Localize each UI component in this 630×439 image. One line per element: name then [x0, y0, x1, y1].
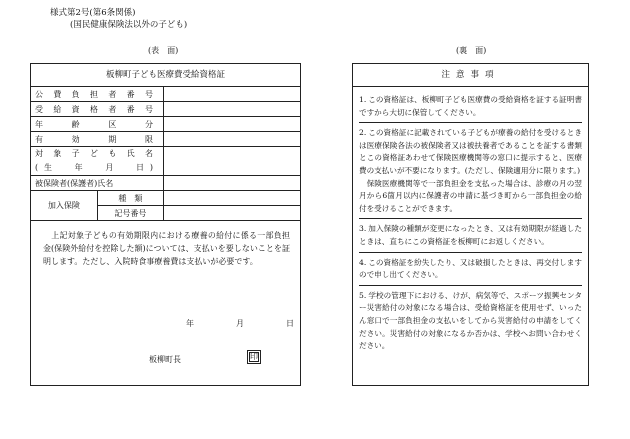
seal-stamp: 印 [247, 350, 261, 364]
field-value-recipient-number[interactable] [164, 102, 301, 117]
field-value-age-category[interactable] [164, 117, 301, 132]
note-item: 5. 学校の管理下における、けが、病気等で、スポーツ振興センター災害給付の対象になる場合は、受給資格証を使用せず、いったん窓口で一部負担金の支払いをしてから災害給付の申請をしてください。災害給付の対象になるか否かは、学校へお問い合わせください。 [359, 290, 582, 351]
table-row [31, 176, 300, 191]
date-day: 日 [286, 319, 294, 328]
insurance-symbol-label: 記号番号 [97, 206, 163, 221]
note-item: 1. この資格証は、板柳町子ども医療費の受給資格を証する証明書ですから大切に保管してください。 [359, 90, 582, 123]
notes-list [353, 87, 588, 356]
insurance-label: 加入保険 [31, 191, 97, 221]
field-value-guardian[interactable] [164, 176, 301, 191]
issuer-name: 板柳町長 [149, 355, 181, 364]
field-value-public-payer[interactable] [164, 87, 301, 102]
table-row [31, 147, 300, 176]
field-label-recipient-number: 受 給 資 格 者 番 号 [31, 102, 164, 117]
back-side-label: (裏 面) [456, 46, 487, 55]
note-item: 2. この資格証に記載されている子どもが療養の給付を受けるときは医療保険各法の被保険者又は被扶養者であることを証する書類とこの資格証あわせて保険医療機関等の窓口に提示すると、医療費の支払いが不要になります。(ただし、保険適用分に限ります。) 保険医療機関等で一部負担金を支払った場合は、診療の月の翌月から6箇月以内に保護者の申請に基づき町から一部負担金の給付を受けることができます。 [359, 123, 582, 219]
insurance-symbol-value[interactable] [164, 206, 301, 221]
front-title: 板柳町子ども医療費受給資格証 [31, 64, 300, 87]
field-label-expiry: 有 効 期 限 [31, 132, 164, 147]
table-row [31, 132, 300, 147]
field-label-public-payer: 公 費 負 担 者 番 号 [31, 87, 164, 102]
table-row [31, 87, 300, 102]
note-item: 4. この資格証を紛失したり、又は破損したときは、再交付しますので申し出てください。 [359, 253, 582, 286]
front-card [30, 63, 301, 386]
issue-date [186, 318, 294, 329]
insurance-type-value[interactable] [164, 191, 301, 206]
fields-table [31, 87, 300, 221]
back-title: 注意事項 [353, 64, 588, 87]
table-row [31, 117, 300, 132]
field-label-child: 対 象 子 ど も 氏 名 ( 生 年 月 日 ) [31, 147, 164, 176]
table-row [31, 102, 300, 117]
front-side-label: (表 面) [148, 46, 179, 55]
form-number: 様式第2号(第6条関係) [50, 8, 136, 18]
back-card [352, 63, 589, 386]
date-month: 月 [236, 319, 244, 328]
field-value-expiry[interactable] [164, 132, 301, 147]
table-row [31, 191, 300, 206]
field-label-guardian: 被保険者(保護者)氏名 [31, 176, 164, 191]
front-body-text: 上記対象子どもの有効期限内における療養の給付に係る一部負担金(保険外給付を控除した額)については、支払いを要しないことを証明します。ただし、入院時食事療養費は支払いが必要です。 [43, 231, 290, 266]
field-value-child[interactable] [164, 147, 301, 176]
insurance-type-label: 種 類 [97, 191, 163, 206]
field-label-age-category: 年 齢 区 分 [31, 117, 164, 132]
form-subtitle: (国民健康保険法以外の子ども) [70, 20, 188, 30]
note-item: 3. 加入保険の種類が変更になったとき、又は有効期限が経過したときは、直ちにこの資格証を板柳町にお返しください。 [359, 219, 582, 252]
date-year: 年 [186, 319, 194, 328]
